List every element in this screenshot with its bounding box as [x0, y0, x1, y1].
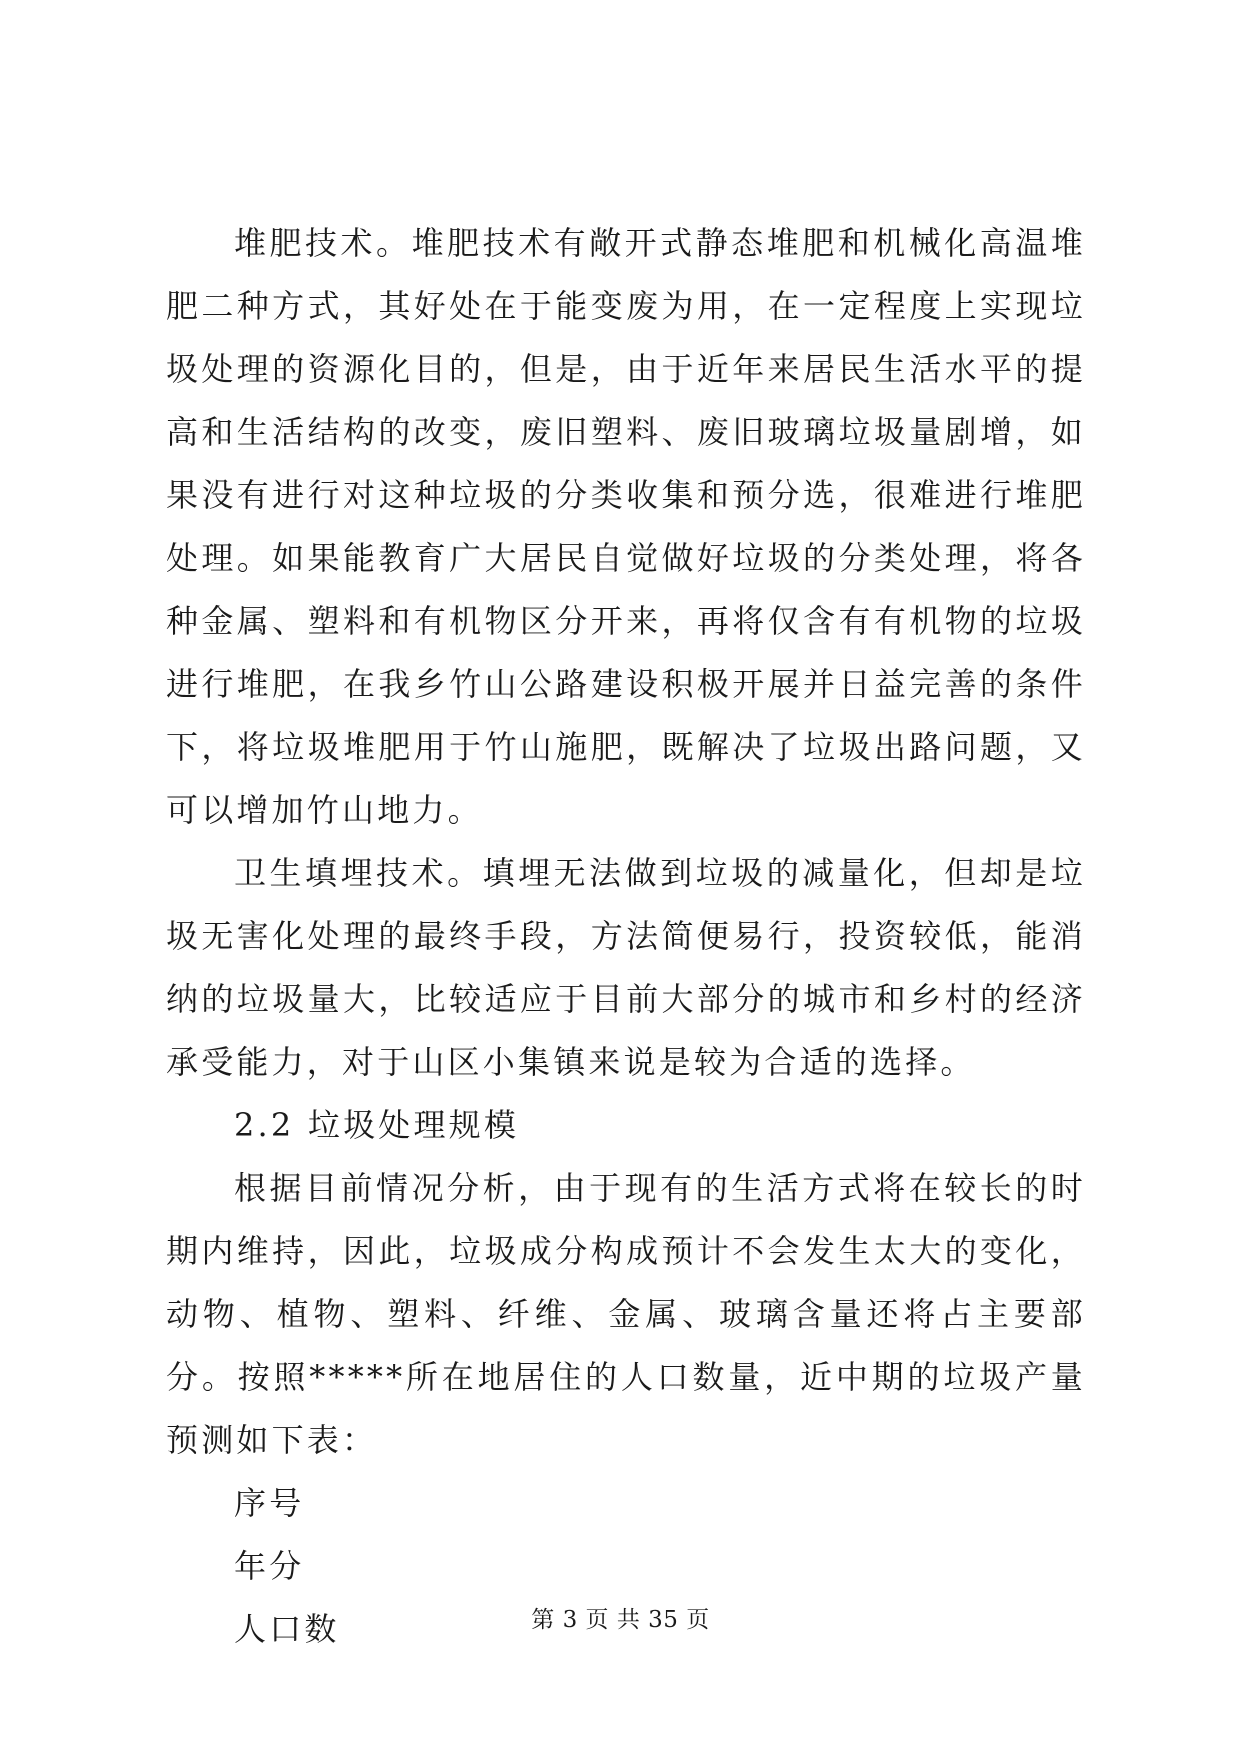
- table-header-index: 序号: [234, 1484, 305, 1522]
- section-heading: 2.2 垃圾处理规模: [234, 1106, 520, 1144]
- table-header-year: 年分: [234, 1547, 305, 1585]
- paragraph-landfill: 卫生填埋技术。填埋无法做到垃圾的减量化，但却是垃圾无害化处理的最终手段，方法简便易行，投资较低，能消纳的垃圾量大，比较适应于目前大部分的城市和乡村的经济承受能力，对于山区小集镇来说是较为合适的选择。: [166, 854, 1086, 1081]
- page-body: [166, 212, 1086, 1661]
- page-footer: 第 3 页 共 35 页: [531, 1607, 710, 1633]
- paragraph-scale: 根据目前情况分析，由于现有的生活方式将在较长的时期内维持，因此，垃圾成分构成预计不会发生太大的变化，动物、植物、塑料、纤维、金属、玻璃含量还将占主要部分。按照*****所在地居住的人口数量，近中期的垃圾产量预测如下表：: [166, 1169, 1086, 1459]
- table-header-population: 人口数: [234, 1610, 340, 1648]
- paragraph-composting: 堆肥技术。堆肥技术有敞开式静态堆肥和机械化高温堆肥二种方式，其好处在于能变废为用，在一定程度上实现垃圾处理的资源化目的，但是，由于近年来居民生活水平的提高和生活结构的改变，废旧塑料、废旧玻璃垃圾量剧增，如果没有进行对这种垃圾的分类收集和预分选，很难进行堆肥处理。如果能教育广大居民自觉做好垃圾的分类处理，将各种金属、塑料和有机物区分开来，再将仅含有有机物的垃圾进行堆肥，在我乡竹山公路建设积极开展并日益完善的条件下，将垃圾堆肥用于竹山施肥，既解决了垃圾出路问题，又可以增加竹山地力。: [166, 224, 1086, 829]
